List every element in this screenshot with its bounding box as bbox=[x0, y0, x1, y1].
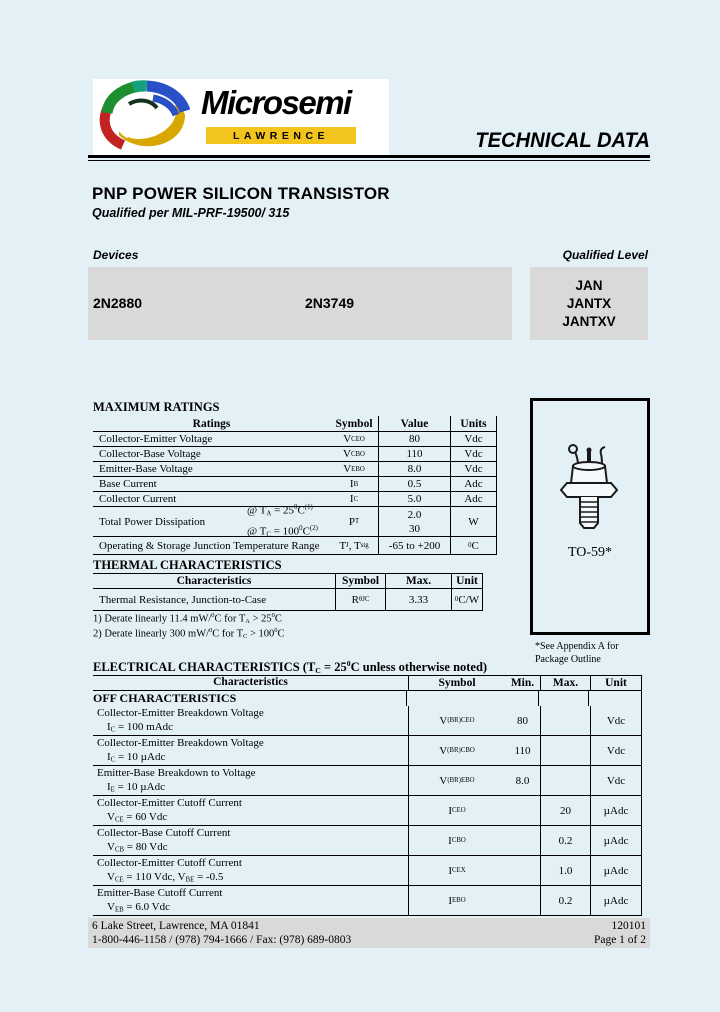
unit-cell: µAdc bbox=[590, 856, 642, 885]
test-condition: $I_C = 10$ µAdc bbox=[107, 750, 166, 764]
test-condition: $V_{CE} = 110$ Vdc, $V_{BE} = -0.5$ bbox=[107, 870, 224, 884]
unit-cell: µAdc bbox=[590, 796, 642, 825]
brand-name: Microsemi bbox=[201, 84, 351, 121]
electrical-table bbox=[93, 675, 642, 916]
max-cell: 1.0 bbox=[540, 856, 590, 885]
test-condition: $V_{CB} = 80$ Vdc bbox=[107, 840, 168, 854]
test-condition: $V_{CE} = 60$ Vdc bbox=[107, 810, 168, 824]
value-cell: 110 bbox=[378, 447, 451, 461]
max-ratings-row bbox=[93, 477, 497, 492]
symbol-cell: V EBO bbox=[343, 463, 365, 475]
electrical-row bbox=[93, 736, 642, 766]
characteristics-header: Characteristics bbox=[213, 676, 288, 689]
footer-doc-number: 120101 bbox=[611, 920, 646, 932]
max-ratings-header-row bbox=[93, 416, 497, 432]
symbol-cell: V CEO bbox=[343, 433, 365, 445]
max-cell bbox=[540, 766, 590, 795]
devices-panel bbox=[88, 267, 512, 340]
max-ratings-temp-row bbox=[93, 537, 497, 555]
symbol-cell: I CEO bbox=[408, 796, 505, 825]
thermal-header-row bbox=[93, 574, 483, 589]
header-rule-thin bbox=[88, 160, 650, 161]
qualified-level-item: JAN bbox=[575, 277, 603, 293]
value-cell: -65 to +200 bbox=[378, 537, 451, 554]
max-header: Max. bbox=[540, 676, 590, 690]
electrical-row bbox=[93, 856, 642, 886]
thermal-title: THERMAL CHARACTERISTICS bbox=[93, 557, 483, 574]
characteristics-header: Characteristics bbox=[176, 575, 252, 587]
electrical-header-row bbox=[93, 676, 642, 691]
min-cell: 110 bbox=[514, 744, 531, 757]
min-cell bbox=[505, 856, 540, 885]
min-cell: 80 bbox=[517, 714, 528, 727]
max-cell: 0.2 bbox=[540, 826, 590, 855]
rating-cell: Collector-Emitter Voltage bbox=[99, 433, 213, 445]
rating-cell: Emitter-Base Voltage bbox=[99, 463, 193, 475]
footer-bar bbox=[88, 918, 650, 948]
qualified-level-item: JANTX bbox=[566, 295, 612, 311]
page-subtitle: Qualified per MIL-PRF-19500/ 315 bbox=[92, 206, 290, 220]
package-footnote: *See Appendix A for Package Outline bbox=[535, 641, 619, 665]
microsemi-logo bbox=[93, 79, 389, 157]
max-cell: 20 bbox=[540, 796, 590, 825]
min-header: Min. bbox=[510, 677, 535, 689]
test-condition: $V_{EB} = 6.0$ Vdc bbox=[107, 900, 171, 914]
derating-note: 1) Derate linearly 11.4 mW/$^0$C for $T_A > 25^0C$ bbox=[93, 612, 282, 626]
units-cell: 0 C bbox=[451, 537, 497, 554]
units-cell: W bbox=[451, 507, 497, 536]
max-ratings-row bbox=[93, 432, 497, 447]
doc-type-label: TECHNICAL DATA bbox=[475, 129, 650, 152]
package-outline-box bbox=[530, 398, 650, 635]
unit-cell: Vdc bbox=[590, 706, 642, 735]
device-item: 2N2880 bbox=[93, 295, 143, 311]
microsemi-swirl-icon bbox=[93, 79, 205, 157]
thermal-row bbox=[93, 589, 483, 611]
max-ratings-power-row bbox=[93, 504, 497, 538]
units-cell: Vdc bbox=[451, 447, 497, 461]
test-condition: @ $T_C = 100^0C^{(2)}$ bbox=[247, 524, 318, 538]
max-cell bbox=[540, 706, 590, 735]
symbol-cell: V CBO bbox=[343, 448, 365, 460]
electrical-row bbox=[93, 766, 642, 796]
max-ratings-title: MAXIMUM RATINGS bbox=[93, 400, 220, 414]
characteristic-name: Emitter-Base Cutoff Current bbox=[97, 887, 223, 899]
min-cell bbox=[505, 796, 540, 825]
device-item: 2N3749 bbox=[305, 295, 355, 311]
min-cell bbox=[505, 886, 540, 915]
test-condition: $I_E = 10$ µAdc bbox=[107, 780, 165, 794]
devices-label: Devices bbox=[93, 248, 139, 262]
symbol-cell: R θJC bbox=[335, 589, 385, 610]
min-cell bbox=[505, 826, 540, 855]
derating-note: 2) Derate linearly 300 mW/$^0$C for $T_C > 100^0C$ bbox=[93, 627, 285, 641]
value-cell: 2.0 bbox=[407, 508, 422, 521]
ratings-header: Ratings bbox=[192, 417, 231, 430]
footer-address: 6 Lake Street, Lawrence, MA 01841 bbox=[92, 920, 260, 932]
max-header: Max. bbox=[385, 574, 451, 588]
qualified-level-item: JANTXV bbox=[562, 313, 616, 329]
electrical-title: ELECTRICAL CHARACTERISTICS ($T_C = 25^0C$ unless otherwise noted) bbox=[93, 659, 488, 676]
symbol-cell: I B bbox=[349, 478, 359, 490]
package-name: TO-59* bbox=[567, 545, 613, 560]
symbol-cell: V (BR)EBO bbox=[408, 766, 505, 795]
symbol-cell: V (BR)CEO bbox=[408, 706, 505, 735]
test-condition: $I_C = 100$ mAdc bbox=[107, 720, 174, 734]
characteristic-name: Collector-Emitter Breakdown Voltage bbox=[97, 737, 264, 749]
electrical-row bbox=[93, 706, 642, 736]
min-cell: 8.0 bbox=[515, 774, 530, 787]
max-ratings-table bbox=[93, 416, 497, 555]
unit-cell: 0 C/W bbox=[451, 589, 483, 610]
unit-header: Unit bbox=[590, 676, 642, 690]
symbol-header: Symbol bbox=[335, 574, 385, 588]
rating-cell: Total Power Dissipation bbox=[99, 515, 206, 528]
units-cell: Adc bbox=[451, 477, 497, 491]
test-condition: @ $T_A = 25^0C^{(1)}$ bbox=[247, 504, 313, 518]
value-cell: 0.5 bbox=[378, 477, 451, 491]
characteristic-name: Collector-Emitter Cutoff Current bbox=[97, 797, 242, 809]
qualified-level-panel bbox=[530, 267, 648, 340]
characteristic-name: Collector-Base Cutoff Current bbox=[97, 827, 231, 839]
symbol-cell: I EBO bbox=[408, 886, 505, 915]
brand-location-band: LAWRENCE bbox=[206, 127, 356, 144]
symbol-cell: I C bbox=[349, 493, 359, 505]
characteristic-name: Collector-Emitter Cutoff Current bbox=[97, 857, 242, 869]
max-cell bbox=[540, 736, 590, 765]
value-cell: 80 bbox=[378, 432, 451, 446]
value-header: Value bbox=[378, 416, 451, 431]
units-header: Units bbox=[451, 416, 497, 431]
rating-cell: Collector-Base Voltage bbox=[99, 448, 201, 460]
rating-cell: Collector Current bbox=[99, 493, 177, 505]
footer-page-number: Page 1 of 2 bbox=[593, 934, 646, 946]
value-cell: 5.0 bbox=[378, 492, 451, 506]
footer-phone: 1-800-446-1158 / (978) 794-1666 / Fax: (978) 689-0803 bbox=[92, 934, 352, 946]
electrical-row bbox=[93, 796, 642, 826]
max-ratings-row bbox=[93, 447, 497, 462]
characteristic-name: Collector-Emitter Breakdown Voltage bbox=[97, 707, 264, 719]
symbol-cell: I CBO bbox=[408, 826, 505, 855]
symbol-cell: T J , T stg bbox=[339, 539, 369, 552]
header-rule-thick bbox=[88, 155, 650, 158]
characteristic-name: Emitter-Base Breakdown to Voltage bbox=[97, 767, 256, 779]
unit-cell: µAdc bbox=[590, 826, 642, 855]
unit-cell: Vdc bbox=[590, 766, 642, 795]
units-cell: Vdc bbox=[451, 432, 497, 446]
units-cell: Vdc bbox=[451, 462, 497, 476]
max-ratings-row bbox=[93, 462, 497, 477]
unit-cell: µAdc bbox=[590, 886, 642, 915]
symbol-cell: P T bbox=[348, 515, 360, 528]
qualified-level-label: Qualified Level bbox=[562, 248, 648, 262]
electrical-row bbox=[93, 826, 642, 856]
to59-package-icon bbox=[560, 441, 620, 533]
max-cell: 3.33 bbox=[385, 589, 451, 610]
symbol-header: Symbol bbox=[335, 417, 373, 430]
off-characteristics-row bbox=[93, 691, 642, 706]
max-cell: 0.2 bbox=[540, 886, 590, 915]
unit-header: Unit bbox=[451, 574, 483, 588]
page-title: PNP POWER SILICON TRANSISTOR bbox=[92, 184, 390, 203]
thermal-table bbox=[93, 557, 483, 611]
unit-cell: Vdc bbox=[590, 736, 642, 765]
value-cell: 30 bbox=[409, 522, 420, 535]
symbol-cell: I CEX bbox=[408, 856, 505, 885]
symbol-header: Symbol bbox=[408, 676, 505, 690]
characteristic-cell: Thermal Resistance, Junction-to-Case bbox=[99, 593, 267, 606]
units-cell: Adc bbox=[451, 492, 497, 506]
section-header: OFF CHARACTERISTICS bbox=[93, 691, 237, 705]
electrical-row bbox=[93, 886, 642, 916]
value-cell: 8.0 bbox=[378, 462, 451, 476]
rating-cell: Operating & Storage Junction Temperature Range bbox=[99, 539, 320, 552]
rating-cell: Base Current bbox=[99, 478, 157, 490]
symbol-cell: V (BR)CBO bbox=[408, 736, 505, 765]
